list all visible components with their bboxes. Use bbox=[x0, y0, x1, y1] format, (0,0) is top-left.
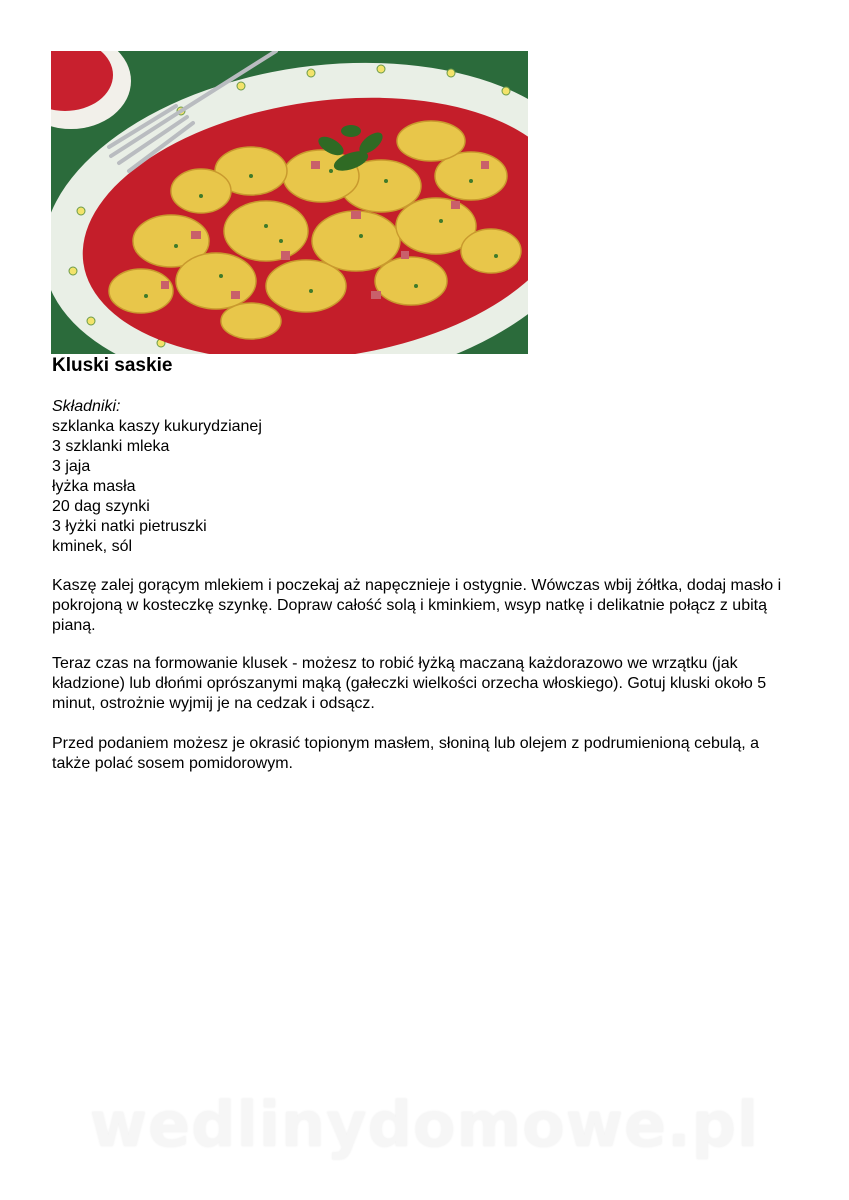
ingredient-item: szklanka kaszy kukurydzianej bbox=[52, 418, 262, 435]
ingredient-item: 3 łyżki natki pietruszki bbox=[52, 518, 207, 535]
instruction-paragraph-2: Teraz czas na formowanie klusek - możesz to robić łyżką maczaną każdorazowo we wrzątku (jak kładzione) lub dłońmi oprószanymi mąką (gałeczki wielkości orzecha włoskiego). Gotuj kluski około 5 minut, ostrożnie wyjmij je na cedzak i odsącz. bbox=[52, 655, 767, 712]
watermark: wedlinydomowe.pl bbox=[89, 1088, 760, 1161]
ingredient-item: 20 dag szynki bbox=[52, 498, 150, 515]
ingredients-heading: Składniki: bbox=[52, 398, 121, 415]
ingredient-item: kminek, sól bbox=[52, 538, 133, 555]
ingredient-item: łyżka masła bbox=[52, 478, 136, 495]
ingredient-item: 3 szklanki mleka bbox=[52, 438, 170, 455]
recipe-title: Kluski saskie bbox=[52, 355, 173, 376]
ingredient-item: 3 jaja bbox=[52, 458, 91, 475]
ingredients-list bbox=[52, 397, 262, 557]
instruction-paragraph-1: Kaszę zalej gorącym mlekiem i poczekaj aż napęcznieje i ostygnie. Wówczas wbij żółtka, dodaj masło i pokrojoną w kosteczkę szynkę. Dopraw całość solą i kminkiem, wsyp natkę i delikatnie połącz z ubitą pianą. bbox=[52, 577, 782, 634]
dish-illustration bbox=[51, 51, 528, 354]
instruction-paragraph-3: Przed podaniem możesz je okrasić topionym masłem, słoniną lub olejem z podrumienioną cebulą, a także polać sosem pomidorowym. bbox=[52, 735, 760, 772]
recipe-photo bbox=[51, 51, 528, 354]
